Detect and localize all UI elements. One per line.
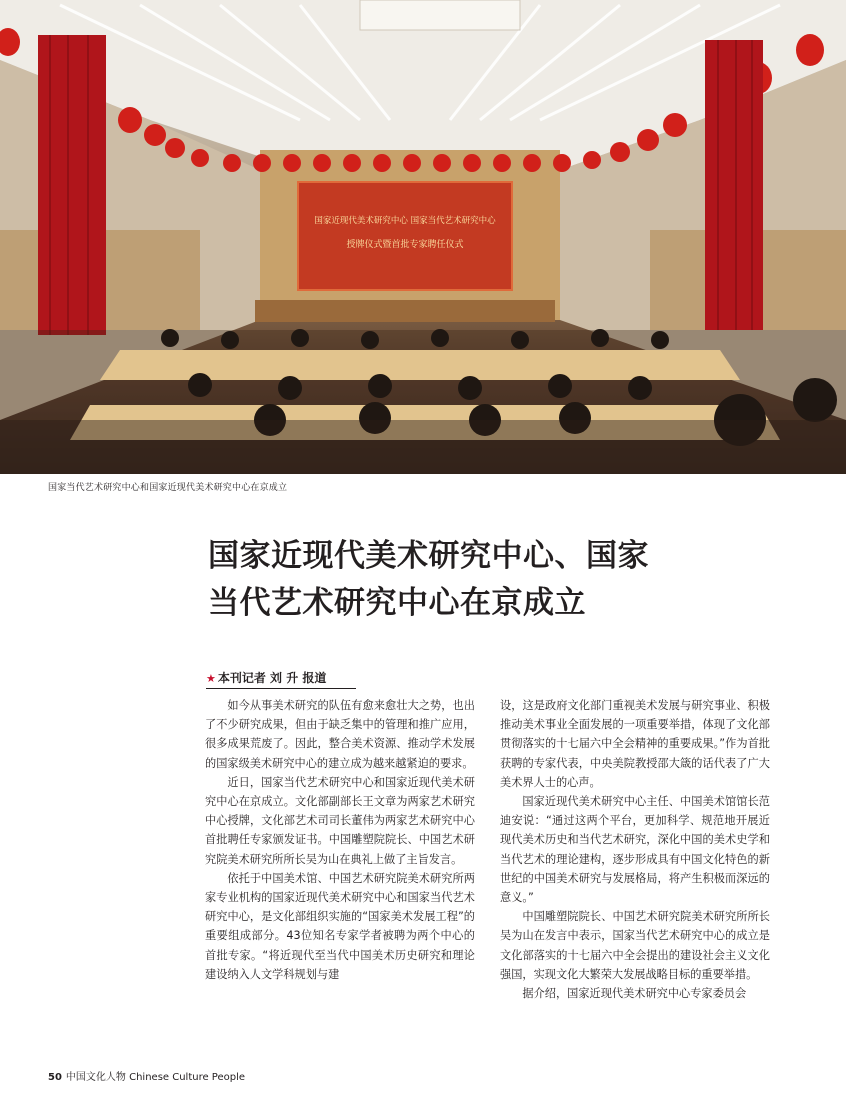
paragraph: 如今从事美术研究的队伍有愈来愈壮大之势，也出了不少研究成果，但由于缺乏集中的管理和推广应用，很多成果荒废了。因此，整合美术资源、推动学术发展的国家级美术研究中心的建立成为越来越紧迫的要求。 [205, 699, 475, 770]
paragraph: 中国雕塑院院长、中国艺术研究院美术研究所所长吴为山在发言中表示，国家当代艺术研究中心的成立是文化部落实的十七届六中全会提出的建设社会主义文化强国，实现文化大繁荣大发展战略目标的重要举措。 [500, 910, 770, 981]
article-title-line1: 国家近现代美术研究中心、国家 [208, 538, 649, 574]
article-column-left [205, 696, 475, 984]
projection-screen [298, 182, 512, 290]
paragraph: 依托于中国美术馆、中国艺术研究院美术研究所两家专业机构的国家近现代美术研究中心和国家当代艺术研究中心，是文化部组织实施的“国家美术发展工程”的重要组成部分。43位知名专家学者被聘为两个中心的首批专家。“将近现代至当代中国美术历史研究和理论建设纳入人文学科规划与建 [205, 871, 475, 981]
screen-text-line1: 国家近现代美术研究中心 国家当代艺术研究中心 [314, 216, 496, 226]
article-title-line2: 当代艺术研究中心在京成立 [208, 585, 586, 621]
conference-photo [0, 0, 846, 474]
page-footer [48, 1068, 245, 1083]
article-title [208, 533, 649, 627]
byline-text: 本刊记者 刘 升 报道 [217, 671, 327, 685]
publication-name: 中国文化人物 Chinese Culture People [65, 1072, 246, 1083]
article-column-right [500, 696, 770, 1003]
red-curtain-right [705, 40, 763, 330]
star-icon: ★ [206, 672, 216, 685]
screen-text-line2: 授牌仪式暨首批专家聘任仪式 [346, 240, 464, 250]
red-curtain-left [38, 35, 106, 335]
paragraph: 据介绍，国家近现代美术研究中心专家委员会 [522, 987, 747, 1001]
photo-caption: 国家当代艺术研究中心和国家近现代美术研究中心在京成立 [48, 483, 288, 493]
paragraph: 国家近现代美术研究中心主任、中国美术馆馆长范迪安说：“通过这两个平台，更加科学、规范地开展近现代美术历史和当代艺术研究，深化中国的美术史学和当代艺术的理论建构，逐步形成具有中国文化特色的新世纪的中国美术研究与发展格局，将产生积极而深远的意义。” [500, 795, 770, 905]
paragraph: 近日，国家当代艺术研究中心和国家近现代美术研究中心在京成立。文化部副部长王文章为两家艺术研究中心授牌，文化部艺术司司长董伟为两家艺术研究中心首批聘任专家颁发证书。中国雕塑院院长、中国艺术研究院美术研究所所长吴为山在典礼上做了主旨发言。 [205, 775, 475, 866]
byline [206, 670, 356, 689]
paragraph: 设，这是政府文化部门重视美术发展与研究事业、积极推动美术事业全面发展的一项重要举措，体现了文化部贯彻落实的十七届六中全会精神的重要成果。”作为首批获聘的专家代表，中央美院教授邵大箴的话代表了广大美术界人士的心声。 [500, 699, 770, 789]
page-number: 50 [48, 1072, 62, 1083]
